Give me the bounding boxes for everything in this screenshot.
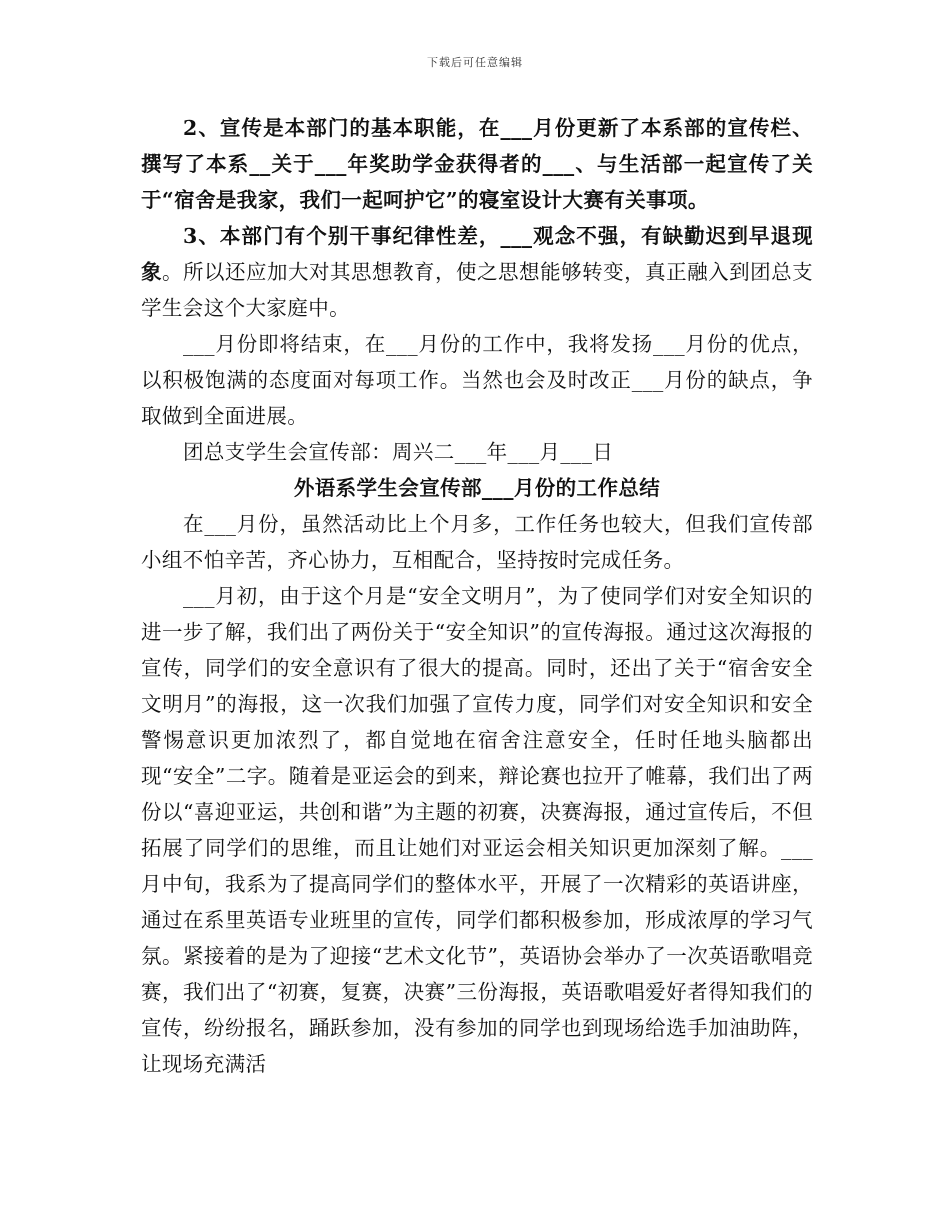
document-body xyxy=(141,110,813,1082)
paragraph-item-3 xyxy=(141,218,813,326)
section-title: 外语系学生会宣传部___月份的工作总结 xyxy=(293,476,661,500)
paragraph-item-3-bold: 3、本部门有个别干事纪律性差，___观念不强，有缺勤迟到早退现象 xyxy=(141,224,813,284)
paragraph-item-2: 2、宣传是本部门的基本职能，在___月份更新了本系部的宣传栏、撰写了本系__关于___年奖助学金获得者的___、与生活部一起宣传了关于“宿舍是我家，我们一起呵护它”的寝室设计大赛有关事项。 xyxy=(141,116,813,212)
paragraph-activities: ___月初，由于这个月是“安全文明月”，为了使同学们对安全知识的进一步了解，我们出了两份关于“安全知识”的宣传海报。通过这次海报的宣传，同学们的安全意识有了很大的提高。同时，还出了关于“宿舍安全文明月”的海报，这一次我们加强了宣传力度，同学们对安全知识和安全警惕意识更加浓烈了，都自觉地在宿舍注意安全，任时任地头脑都出现“安全”二字。随着是亚运会的到来，辩论赛也拉开了帷幕，我们出了两份以“喜迎亚运，共创和谐”为主题的初赛，决赛海报，通过宣传后，不但拓展了同学们的思维，而且让她们对亚运会相关知识更加深刻了解。___月中旬，我系为了提高同学们的整体水平，开展了一次精彩的英语讲座，通过在系里英语专业班里的宣传，同学们都积极参加，形成浓厚的学习气氛。紧接着的是为了迎接“艺术文化节”，英语协会举办了一次英语歌唱竞赛，我们出了“初赛，复赛，决赛”三份海报，英语歌唱爱好者得知我们的宣传，纷纷报名，踊跃参加，没有参加的同学也到现场给选手加油助阵，让现场充满活 xyxy=(141,584,813,1076)
signature-line: 团总支学生会宣传部：周兴二___年___月___日 xyxy=(183,440,614,464)
paragraph-closing: ___月份即将结束，在___月份的工作中，我将发扬___月份的优点，以积极饱满的态度面对每项工作。当然也会及时改正___月份的缺点，争取做到全面进展。 xyxy=(141,332,813,428)
page-header-note: 下载后可任意编辑 xyxy=(427,56,523,69)
paragraph-intro: 在___月份，虽然活动比上个月多，工作任务也较大，但我们宣传部小组不怕辛苦，齐心协力，互相配合，坚持按时完成任务。 xyxy=(141,512,813,572)
paragraph-item-3-rest: 。所以还应加大对其思想教育，使之思想能够转变，真正融入到团总支学生会这个大家庭中。 xyxy=(141,260,813,320)
